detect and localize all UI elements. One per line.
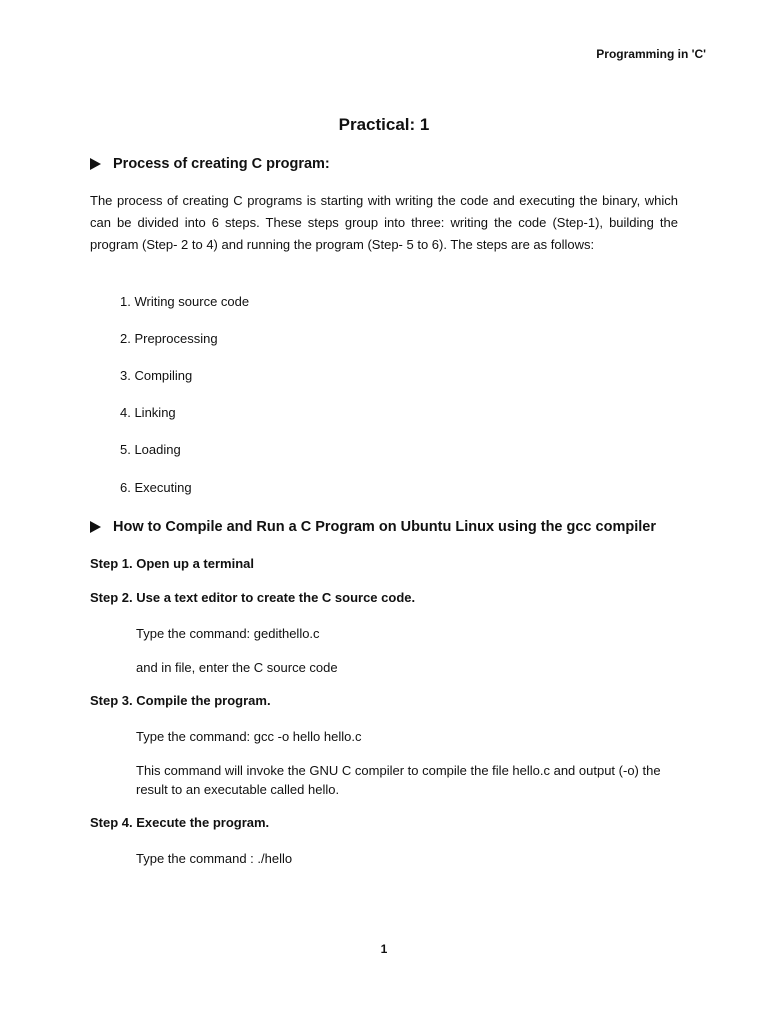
list-item: 3. Compiling [120,368,193,383]
list-item: 1. Writing source code [120,294,250,309]
step-2: Step 2. Use a text editor to create the C source code. [90,590,416,605]
page-number: 1 [380,942,388,956]
step-3-command: Type the command: gcc -o hello hello.c [136,729,362,744]
step-3: Step 3. Compile the program. [90,693,271,708]
arrowhead-bullet-icon [90,158,101,170]
step-4: Step 4. Execute the program. [90,815,270,830]
section-heading-process [90,156,330,172]
list-item: 6. Executing [120,480,192,495]
section-heading-text: How to Compile and Run a C Program on Ubuntu Linux using the gcc compiler [113,519,656,535]
list-item: 2. Preprocessing [120,331,218,346]
step-2-note: and in file, enter the C source code [136,660,338,675]
step-2-command: Type the command: gedithello.c [136,626,320,641]
list-item: 5. Loading [120,442,181,457]
section-heading-text: Process of creating C program: [113,156,330,172]
step-1: Step 1. Open up a terminal [90,556,254,571]
running-header: Programming in 'C' [596,47,706,61]
arrowhead-bullet-icon [90,521,101,533]
step-3-note: This command will invoke the GNU C compiler to compile the file hello.c and output (-o) the result to an executable called hello. [136,763,661,797]
section-heading-compile [90,519,656,535]
step-4-command: Type the command : ./hello [136,851,293,866]
list-item: 4. Linking [120,405,176,420]
intro-paragraph: The process of creating C programs is starting with writing the code and executing the binary, which can be divided into 6 steps. These steps group into three: writing the code (Step-1), building the program (Step- 2 to 4) and running the program (Step- 5 to 6). The steps are as follows: [90,193,678,253]
page-title: Practical: 1 [338,115,430,134]
